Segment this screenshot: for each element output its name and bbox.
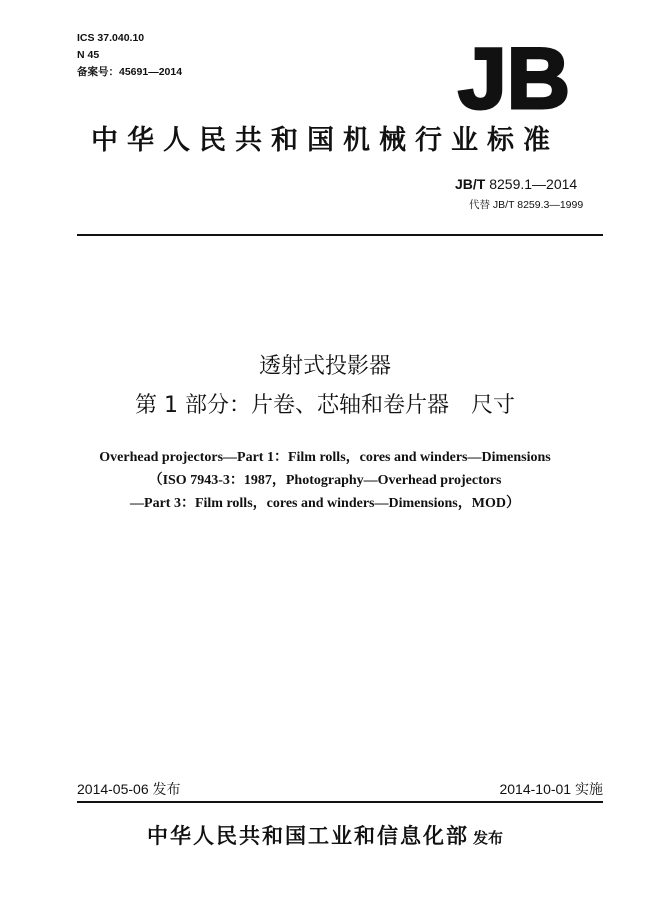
title-en-line2: （ISO 7943-3：1987，Photography—Overhead projectors [148,473,502,488]
jb-logo-text: JB [458,34,570,114]
replaces-note: 代替 JB/T 8259.3—1999 [469,199,584,211]
header-title: 中华人民共和国机械行业标准 [91,125,559,156]
title-en-line3: —Part 3：Film rolls，cores and winders—Dimensions，MOD） [130,496,520,511]
issuer-line [0,820,650,850]
issuer-action: 发布 [472,829,503,847]
standard-number-rest: 8259.1—2014 [485,176,578,192]
filing-number: 备案号：45691—2014 [77,66,183,78]
issuer-name: 中华人民共和国工业和信息化部 [146,824,469,848]
jb-logo [455,34,573,114]
standard-code: JB/T [455,176,486,192]
title-en-line1: Overhead projectors—Part 1：Film rolls，cores and winders—Dimensions [99,450,551,465]
ics-code: ICS 37.040.10 [77,32,145,44]
top-divider [77,234,603,236]
classification-block [77,30,182,81]
bottom-divider [77,801,603,803]
title-zh-line2: 第 1 部分：片卷、芯轴和卷片器 尺寸 [135,393,515,418]
title-zh-line1: 透射式投影器 [258,354,391,379]
ccs-code: N 45 [77,49,100,61]
publish-date: 2014-05-06 发布 [77,781,181,797]
standard-number [455,176,577,192]
implement-date: 2014-10-01 实施 [499,781,603,797]
